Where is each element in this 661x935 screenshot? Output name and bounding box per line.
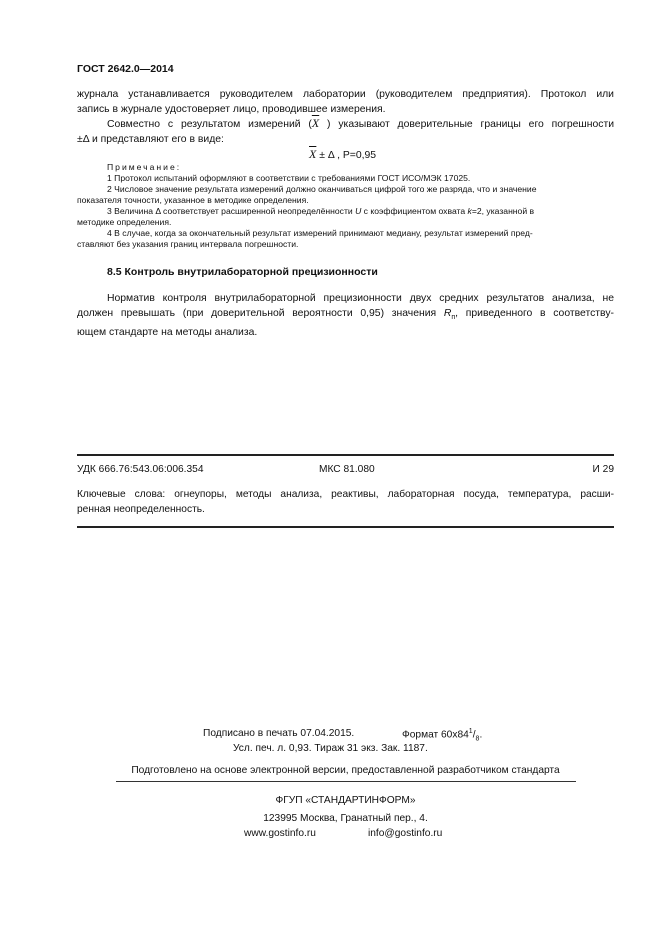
divider-bottom bbox=[77, 526, 614, 528]
text-line: запись в журнале удостоверяет лицо, проводившее измерения. bbox=[77, 104, 386, 115]
format-info: Формат $60x84^1/_8$. bbox=[402, 728, 483, 743]
x-mean-symbol: $\overline{X}$ bbox=[309, 147, 317, 161]
subscript: 8 bbox=[475, 735, 480, 743]
note-item: ставляют без указания границ интервала погрешности. bbox=[77, 239, 299, 249]
text-span: ) указывают доверительные границы его погрешности bbox=[327, 119, 615, 130]
email-link[interactable]: info@gostinfo.ru bbox=[368, 828, 443, 839]
website-link[interactable]: www.gostinfo.ru bbox=[244, 828, 316, 839]
text-span: Формат 60x84 bbox=[402, 729, 469, 741]
text-span: Совместно с результатом измерений ( bbox=[107, 119, 312, 130]
print-info: Усл. печ. л. 0,93. Тираж 31 экз. Зак. 1187. bbox=[233, 743, 428, 754]
publisher-address: 123995 Москва, Гранатный пер., 4. bbox=[263, 813, 428, 824]
text-line bbox=[77, 306, 614, 325]
imprint-divider bbox=[116, 781, 576, 782]
text-span: с коэффициентом охвата bbox=[361, 206, 468, 216]
text-span: =2, указанной в bbox=[471, 206, 535, 216]
note-title: Примечание: bbox=[107, 162, 182, 172]
divider-top bbox=[77, 454, 614, 456]
text-line: ющем стандарте на методы анализа. bbox=[77, 327, 258, 339]
signed-date: Подписано в печать 07.04.2015. bbox=[203, 728, 355, 739]
formula bbox=[309, 147, 376, 162]
text-span: должен превышать (при доверительной вероятности 0,95) значения bbox=[77, 308, 444, 319]
note-item: 4 В случае, когда за окончательный результат измерений принимают медиану, результат измерений пред- bbox=[107, 228, 533, 238]
text-line: ±Δ и представляют его в виде: bbox=[77, 134, 224, 145]
x-mean-symbol: $\overline{X}$ bbox=[311, 116, 320, 130]
symbol-k: k bbox=[467, 206, 472, 216]
text-line bbox=[77, 116, 614, 132]
note-item: 2 Числовое значение результата измерений должно оканчиваться цифрой того же разряда, что и значение bbox=[107, 184, 537, 194]
paragraph-precision bbox=[77, 291, 614, 340]
paragraph-confidence bbox=[77, 116, 614, 147]
note-item: показателя точности, указанное в методике определения. bbox=[77, 195, 309, 205]
okstu-code: И 29 bbox=[592, 464, 614, 475]
note-item bbox=[77, 206, 614, 217]
standard-number: ГОСТ 2642.0—2014 bbox=[77, 63, 174, 75]
text-span: 3 Величина Δ соответствует расширенной неопределённости bbox=[107, 206, 356, 216]
section-heading: 8.5 Контроль внутрилабораторной прецизионности bbox=[107, 266, 378, 278]
publisher-name: ФГУП «СТАНДАРТИНФОРМ» bbox=[275, 795, 416, 806]
note-item: методике определения. bbox=[77, 217, 172, 227]
note-item: 1 Протокол испытаний оформляют в соответствии с требованиями ГОСТ ИСО/МЭК 17025. bbox=[107, 173, 471, 183]
mks-code: МКС 81.080 bbox=[319, 464, 375, 475]
superscript: 1 bbox=[468, 728, 473, 735]
text-line: Ключевые слова: огнеупоры, методы анализа, реактивы, лабораторная посуда, температура, расши- bbox=[77, 489, 614, 500]
symbol-u: U bbox=[355, 206, 362, 216]
notes-block bbox=[77, 162, 614, 250]
symbol-r: R bbox=[443, 308, 452, 319]
subscript: п bbox=[451, 314, 456, 322]
text-line: ренная неопределенность. bbox=[77, 504, 205, 515]
prepared-note: Подготовлено на основе электронной версии, предоставленной разработчиком стандарта bbox=[131, 765, 560, 776]
udk-code: УДК 666.76:543.06:006.354 bbox=[77, 464, 204, 475]
keywords bbox=[77, 487, 614, 517]
text-line: журнала устанавливается руководителем лаборатории (руководителем предприятия). Протокол или bbox=[77, 89, 614, 100]
formula-text: ± Δ , P=0,95 bbox=[319, 150, 377, 161]
paragraph-protocol bbox=[77, 87, 614, 117]
text-span: , приведенного в соответству- bbox=[455, 308, 615, 319]
text-line: Норматив контроля внутрилабораторной прецизионности двух средних результатов анализа, не bbox=[107, 293, 614, 304]
